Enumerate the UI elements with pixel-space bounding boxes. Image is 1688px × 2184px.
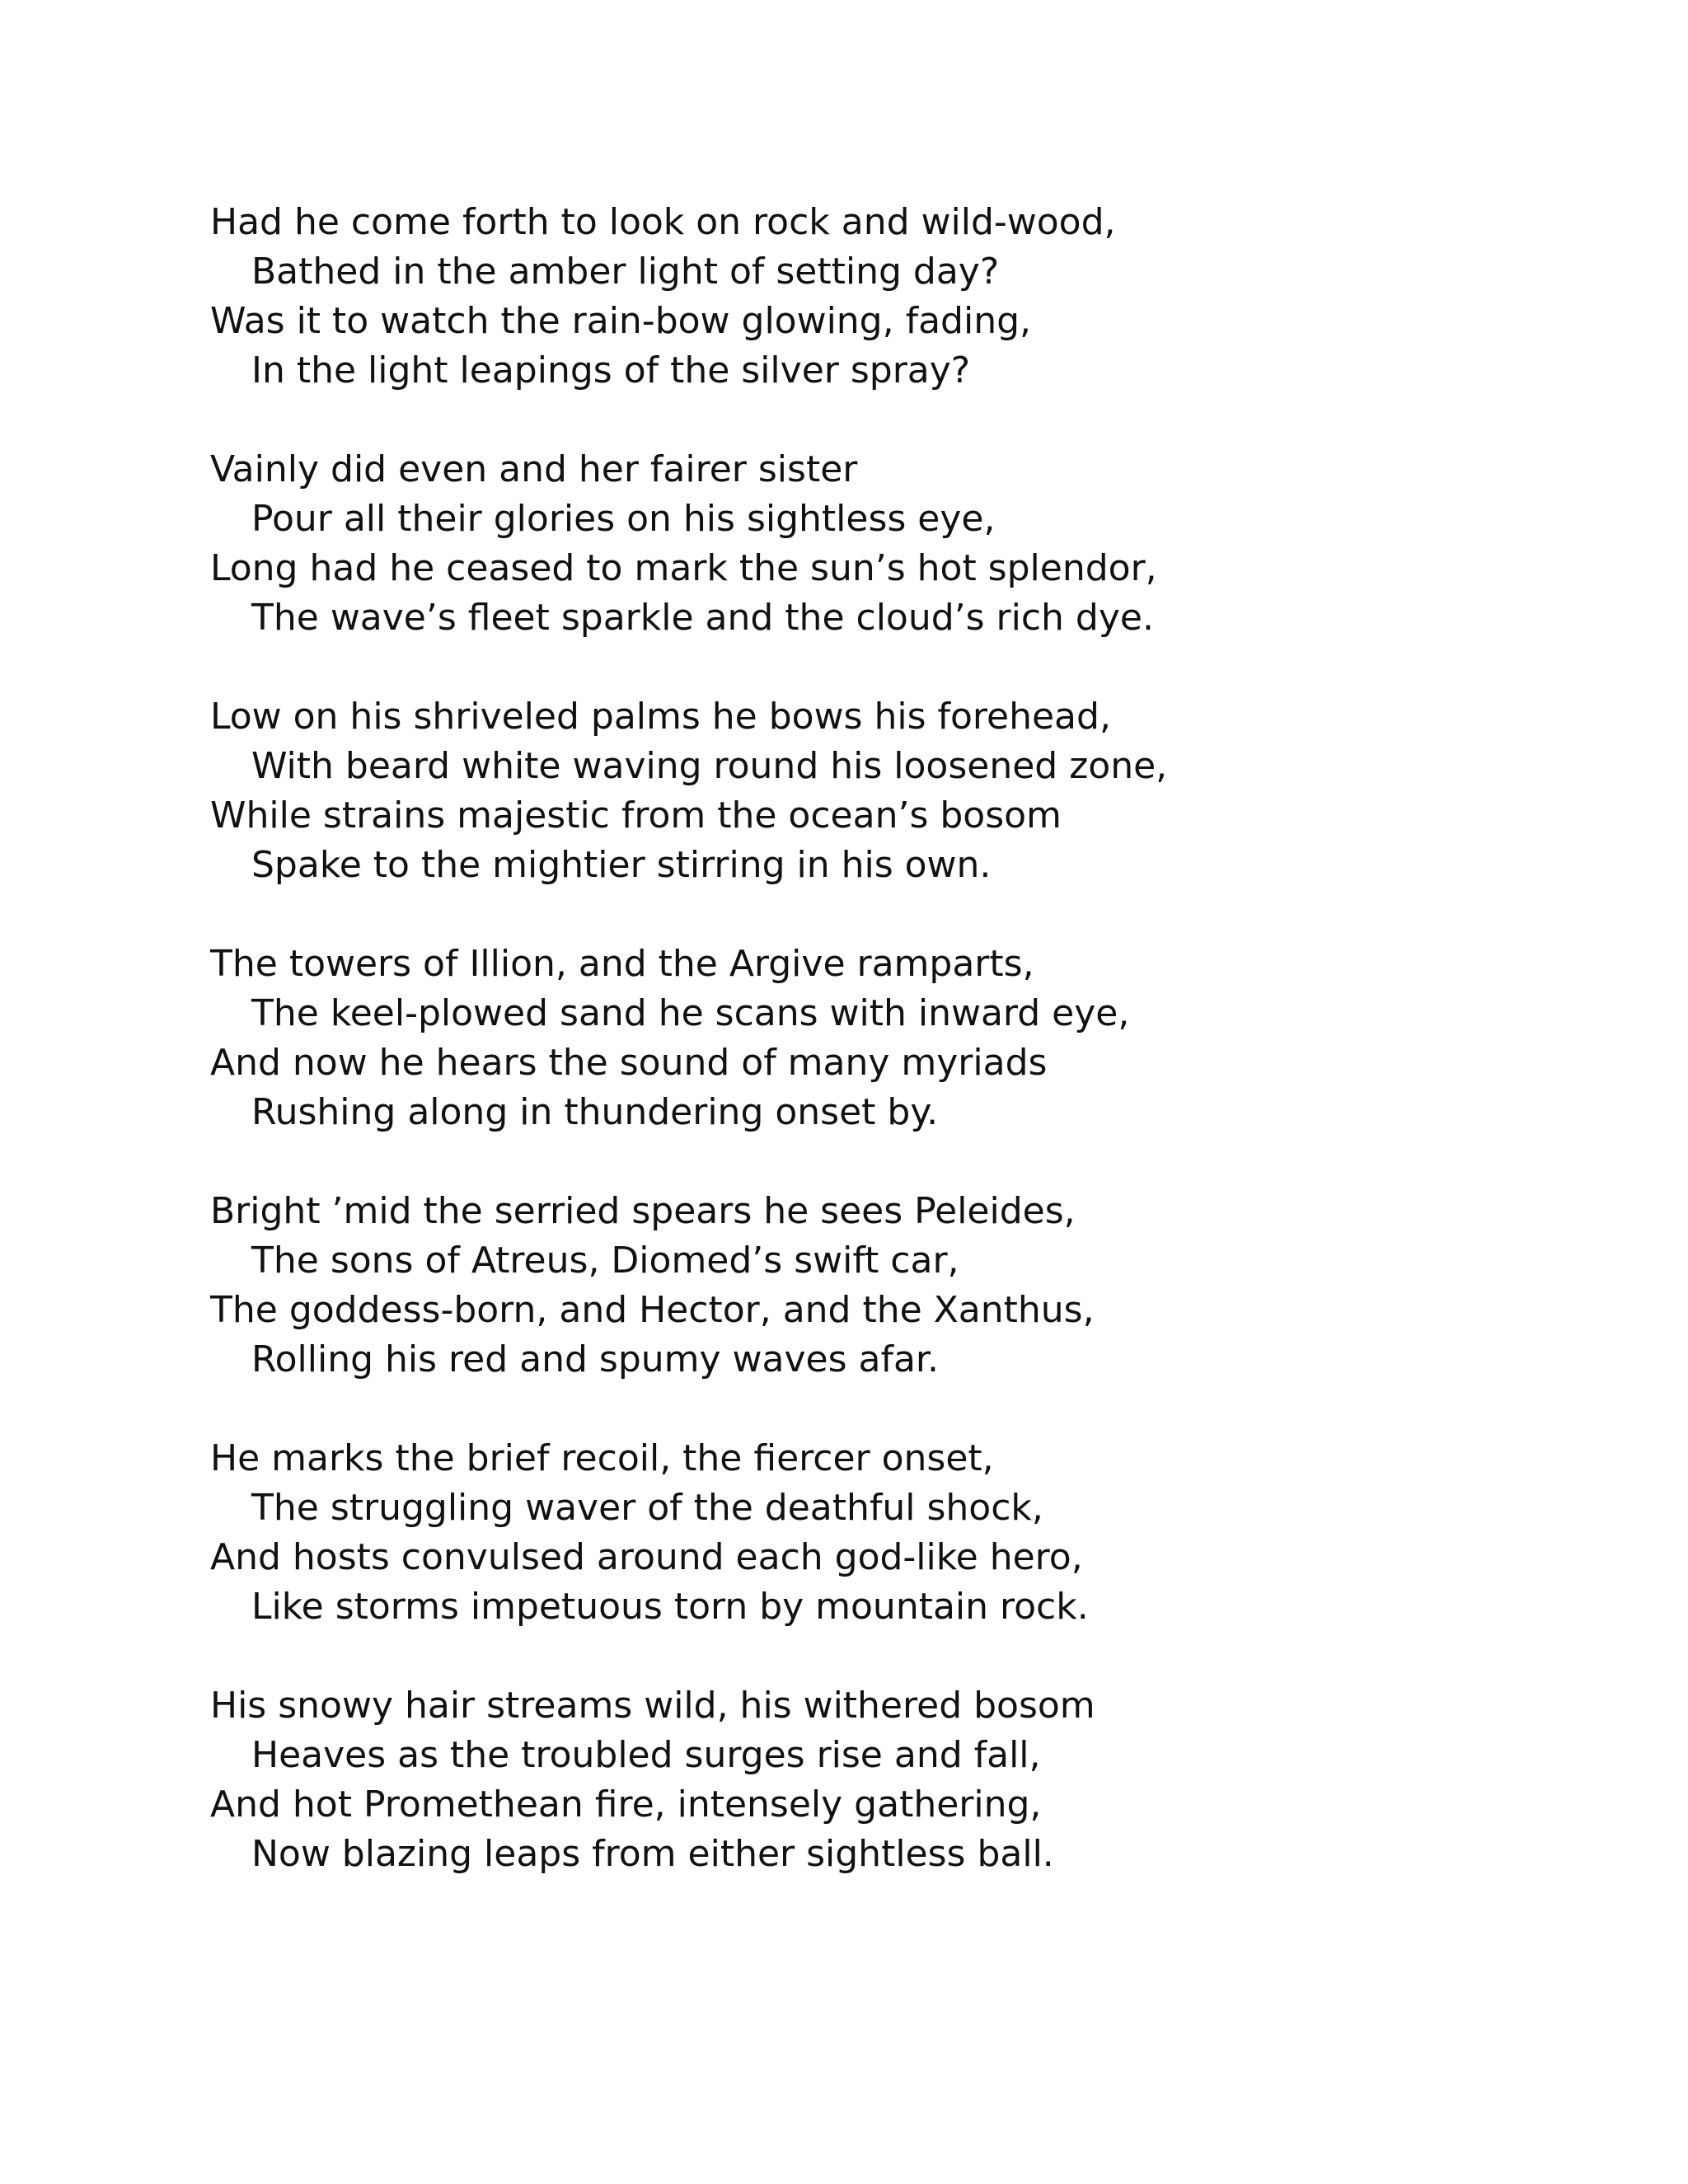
poem-line: The keel-plowed sand he scans with inward eye, (251, 992, 1130, 1034)
poem-line: The wave’s fleet sparkle and the cloud’s rich dye. (251, 597, 1154, 639)
stanza-1 (210, 198, 1611, 396)
stanza-6 (210, 1434, 1611, 1632)
poem-line: The struggling waver of the deathful shock, (251, 1487, 1043, 1529)
poem-line: Bathed in the amber light of setting day? (251, 251, 1000, 293)
poem-line: He marks the brief recoil, the fiercer onset, (210, 1437, 994, 1479)
poem-line: Pour all their glories on his sightless eye, (251, 498, 996, 540)
poem-line: Low on his shriveled palms he bows his forehead, (210, 696, 1111, 738)
poem-line: Vainly did even and her fairer sister (210, 448, 858, 490)
stanza-2 (210, 445, 1611, 643)
poem-line: Rolling his red and spumy waves afar. (251, 1338, 939, 1380)
poem-line: Heaves as the troubled surges rise and fall, (251, 1734, 1041, 1776)
poem-line: Had he come forth to look on rock and wild-wood, (210, 201, 1116, 243)
stanza-7 (210, 1681, 1611, 1879)
poem-line: Like storms impetuous torn by mountain rock. (251, 1586, 1089, 1628)
stanza-5 (210, 1187, 1611, 1385)
poem-line: Long had he ceased to mark the sun’s hot splendor, (210, 547, 1157, 589)
poem-line: Rushing along in thundering onset by. (251, 1091, 939, 1133)
poem-line: The towers of Illion, and the Argive ramparts, (210, 943, 1034, 985)
poem-line: Bright ’mid the serried spears he sees Peleides, (210, 1190, 1076, 1232)
poem-line: With beard white waving round his loosened zone, (251, 745, 1168, 787)
poem-line: His snowy hair streams wild, his withered bosom (210, 1685, 1095, 1727)
poem-line: And hot Promethean fire, intensely gathering, (210, 1783, 1042, 1825)
stanza-4 (210, 940, 1611, 1137)
poem-line: Was it to watch the rain-bow glowing, fading, (210, 300, 1031, 342)
poem-body (210, 198, 1611, 1929)
poem-line: The sons of Atreus, Diomed’s swift car, (251, 1240, 959, 1282)
poem-line: In the light leapings of the silver spray? (251, 349, 971, 391)
poem-line: While strains majestic from the ocean’s bosom (210, 794, 1062, 837)
poem-line: The goddess-born, and Hector, and the Xanthus, (210, 1289, 1095, 1331)
stanza-3 (210, 692, 1611, 890)
poem-line: And hosts convulsed around each god-like hero, (210, 1536, 1083, 1578)
poem-line: Spake to the mightier stirring in his own. (251, 844, 992, 886)
poem-line: And now he hears the sound of many myriads (210, 1042, 1048, 1084)
poem-line: Now blazing leaps from either sightless ball. (251, 1833, 1054, 1875)
